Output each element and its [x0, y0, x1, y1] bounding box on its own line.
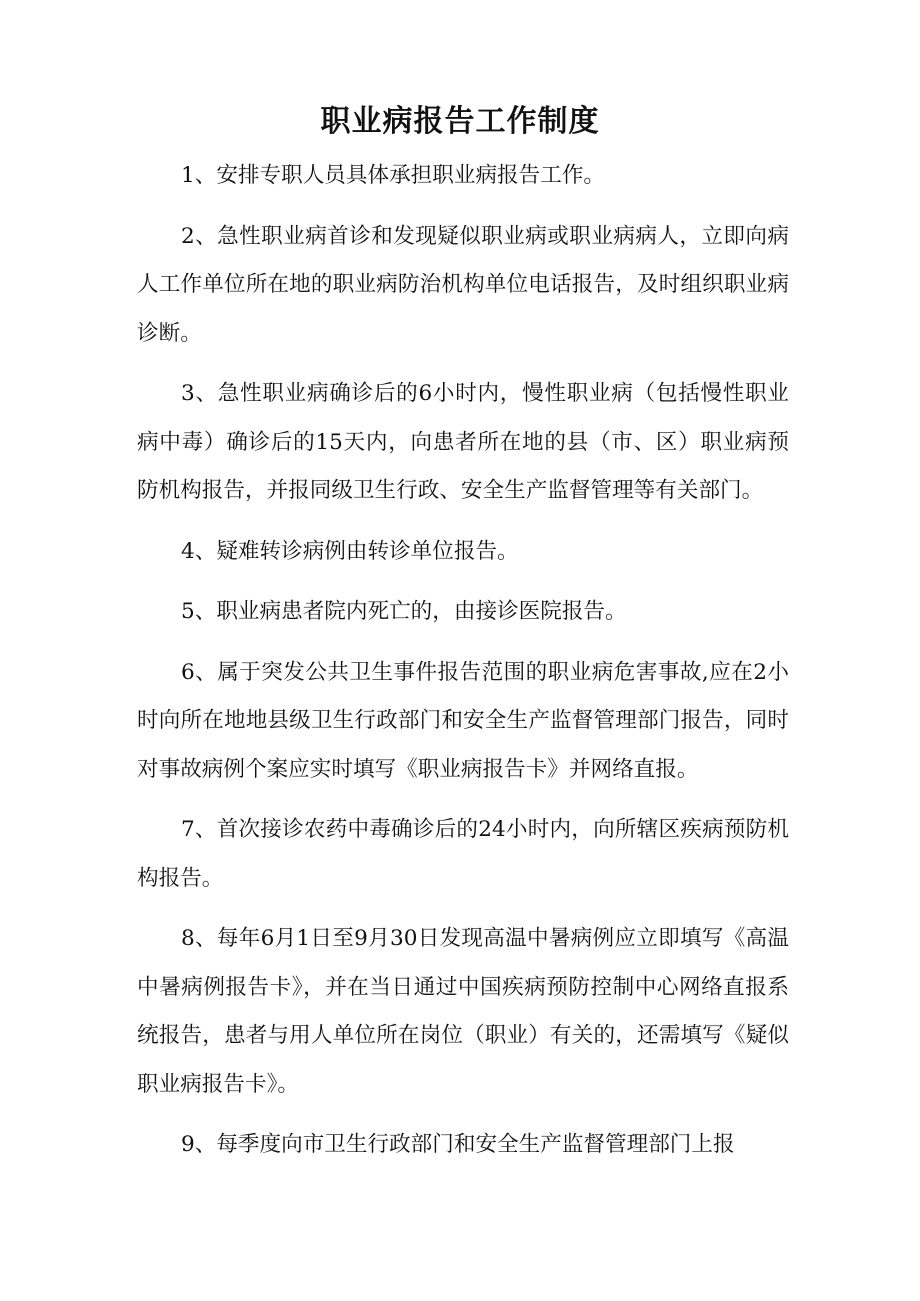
document-title: 职业病报告工作制度 [320, 104, 600, 139]
paragraph-2: 2、急性职业病首诊和发现疑似职业病或职业病病人，立即向病人工作单位所在地的职业病防治机构单位电话报告，及时组织职业病诊断。 [137, 223, 789, 346]
paragraph-7: 7、首次接诊农药中毒确诊后的24小时内，向所辖区疾病预防机构报告。 [137, 817, 789, 891]
document-body [137, 152, 789, 1182]
paragraph-6: 6、属于突发公共卫生事件报告范围的职业病危害事故,应在2小时向所在地地县级卫生行政部门和安全生产监督管理部门报告，同时对事故病例个案应实时填写《职业病报告卡》并网络直报。 [137, 659, 789, 782]
paragraph-4: 4、疑难转诊病例由转诊单位报告。 [181, 538, 519, 564]
paragraph-1: 1、安排专职人员具体承担职业病报告工作。 [181, 163, 606, 188]
paragraph-8: 8、每年6月1日至9月30日发现高温中暑病例应立即填写《高温中暑病例报告卡》，并在当日通过中国疾病预防控制中心网络直报系统报告，患者与用人单位所在岗位（职业）有关的，还需填写《疑似职业病报告卡》。 [137, 926, 789, 1097]
paragraph-9: 9、每季度向市卫生行政部门和安全生产监督管理部门上报 [181, 1132, 735, 1157]
paragraph-3: 3、急性职业病确诊后的6小时内，慢性职业病（包括慢性职业病中毒）确诊后的15天内，向患者所在地的县（市、区）职业病预防机构报告，并报同级卫生行政、安全生产监督管理等有关部门。 [137, 381, 789, 503]
paragraph-5: 5、职业病患者院内死亡的，由接诊医院报告。 [181, 599, 627, 624]
